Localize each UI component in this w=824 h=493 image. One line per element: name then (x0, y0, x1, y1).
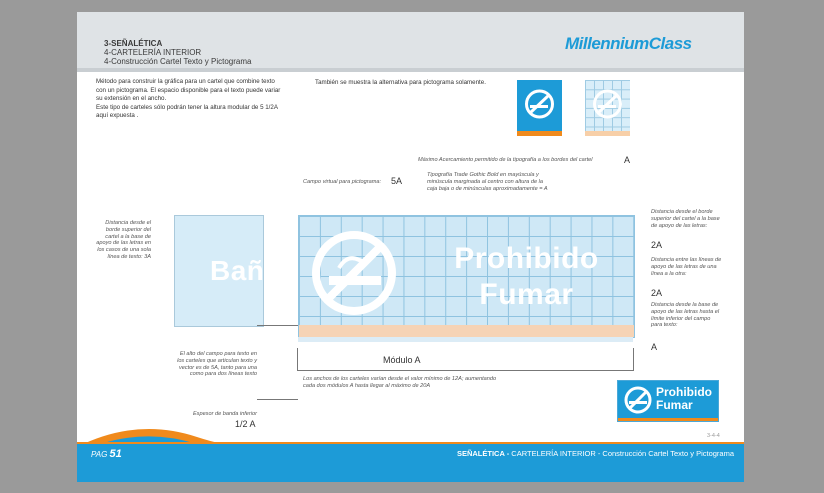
grid-sign-line2: Fumar (479, 278, 574, 311)
left-distance-note: Distancia desde el borde superior del cartel a la base de apoyo de las letras en los casos de una sola línea de texto: 3A (96, 220, 151, 260)
widths-note: Los anchos de los carteles varían desde el valor mínimo de 12A; aumentando cada dos módulos A hasta llegar al máximo de 20A (303, 376, 497, 389)
no-smoking-icon (585, 80, 630, 130)
section-title: 3-SEÑALÉTICA (104, 39, 163, 48)
intro-line: Este tipo de carteles sólo podrán tener la altura modular de 5 1/2A (96, 103, 278, 111)
final-sign-line1: Prohibido (656, 385, 712, 399)
band-thickness-note: Espesor de banda inferior (192, 411, 257, 417)
no-smoking-icon (620, 382, 656, 418)
page-prefix: PAG (91, 450, 108, 459)
module-label: Módulo A (383, 355, 421, 365)
page-code: 3-4-4 (707, 433, 720, 439)
no-smoking-icon (309, 228, 399, 318)
intro-line: aquí expuesta . (96, 112, 139, 119)
footer-title (457, 449, 734, 458)
sign-bottom-band (517, 131, 562, 136)
dimension-line (633, 348, 634, 370)
right-distance-value-2: 2A (651, 288, 663, 298)
field-height-note: El alto del campo para texto en los carteles que articulan texto y vector es de 5A, tanto para una como para dos líneas texto (177, 351, 257, 378)
typography-note: Tipografía Trade Gothic Bold en mayúscula y minúscula marginada al centro con altura de la caja baja o de minúsculas aproximadamente = A (427, 172, 548, 192)
final-sign-example (617, 380, 719, 422)
campo-virtual-value: 5A (391, 176, 403, 186)
header-divider (77, 68, 744, 72)
intro-line: con un pictograma. El espacio disponible para el texto puede variar (96, 86, 281, 94)
adjacent-sign-fragment (174, 215, 282, 327)
dimension-line (297, 348, 298, 370)
intro-line: Método para construir la gráfica para un cartel que combine texto (96, 78, 275, 85)
page-number-value: 51 (109, 448, 122, 460)
right-distance-note-2: Distancia entre las líneas de apoyo de las letras de una línea a la otra: (651, 257, 722, 277)
intro-text (96, 78, 306, 121)
right-distance-note-1: Distancia desde el borde superior del cartel a la base de apoyo de las letras: (651, 209, 720, 229)
final-sign-line2: Fumar (656, 398, 693, 412)
band-thickness-value: 1/2 A (235, 419, 256, 429)
subsection-title: 4-CARTELERÍA INTERIOR (104, 48, 202, 57)
topic-title: 4-Construcción Cartel Texto y Pictograma (104, 57, 252, 66)
final-sign-text (656, 386, 712, 412)
grid-sign-line1: Prohibido (454, 242, 599, 275)
pictogram-construction-grid (585, 80, 630, 136)
right-distance-note-3: Distancia desde la base de apoyo de las letras hasta el límite inferior del campo para texto: (651, 302, 720, 329)
right-distance-value-1: 2A (651, 240, 663, 250)
no-smoking-icon (517, 80, 562, 130)
footer-title-bold: SEÑALÉTICA - (456, 449, 510, 458)
catalog-page (77, 12, 744, 482)
dimension-line (297, 370, 634, 371)
intro-line: su extensión en el ancho. (96, 95, 167, 102)
campo-virtual-note: Campo virtual para pictograma: (303, 179, 382, 185)
pictogram-only-sign (517, 80, 562, 136)
intro-right-text: También se muestra la alternativa para pictograma solamente. (315, 79, 486, 86)
grid-bottom-band (585, 131, 630, 136)
leader-line (257, 399, 298, 400)
footer-title-rest: CARTELERÍA INTERIOR - Construcción Cartel Texto y Pictograma (509, 449, 734, 458)
max-approach-value: A (624, 155, 631, 165)
construction-grid (298, 215, 635, 327)
page-number (91, 448, 122, 460)
final-sign-band (618, 418, 718, 421)
millennium-class-logo: MillenniumClass (565, 34, 692, 53)
band-margin (298, 337, 633, 342)
max-approach-note: Máximo Acercamiento permitido de la tipografía a los bordes del cartel (418, 157, 593, 163)
leader-line (257, 325, 298, 326)
right-distance-value-3: A (651, 342, 658, 352)
fragment-text: Baño (210, 255, 282, 286)
